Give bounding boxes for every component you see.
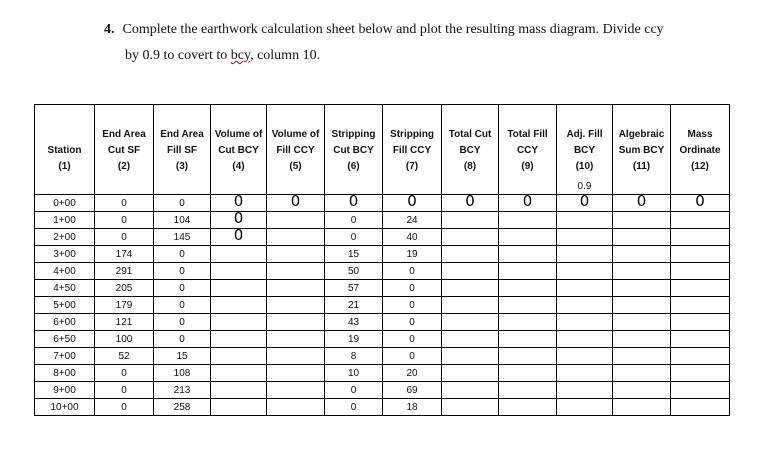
table-cell[interactable]	[499, 314, 557, 331]
earthwork-sheet	[34, 104, 730, 416]
table-cell[interactable]	[442, 280, 499, 297]
table-cell[interactable]: 1+00	[35, 212, 95, 229]
table-row	[35, 348, 730, 365]
table-cell[interactable]	[671, 365, 730, 382]
handwritten-zero: 0	[522, 192, 533, 210]
table-cell[interactable]	[267, 314, 325, 331]
table-cell[interactable]: 52	[95, 348, 154, 365]
table-cell[interactable]: 9+00	[35, 382, 95, 399]
table-cell[interactable]: 5+00	[35, 297, 95, 314]
table-cell[interactable]	[671, 382, 730, 399]
table-cell[interactable]: 0	[325, 212, 383, 229]
table-cell[interactable]	[267, 348, 325, 365]
column-header: End Area Cut SF (2)	[95, 105, 154, 180]
table-cell[interactable]	[267, 246, 325, 263]
table-cell[interactable]	[267, 382, 325, 399]
handwritten-zero: 0	[465, 192, 475, 210]
table-cell[interactable]: 6+00	[35, 314, 95, 331]
table-cell[interactable]	[613, 280, 671, 297]
handwritten-zero: 0	[233, 192, 244, 210]
column-header: Algebraic Sum BCY (11)	[613, 105, 671, 180]
table-cell[interactable]	[211, 382, 267, 399]
table-cell[interactable]: 24	[383, 212, 442, 229]
table-cell[interactable]: 213	[154, 382, 211, 399]
table-cell[interactable]: 15	[325, 246, 383, 263]
table-cell[interactable]: 174	[95, 246, 154, 263]
column-header: Mass Ordinate (12)	[671, 105, 730, 180]
conversion-factor: 0.9	[557, 179, 613, 195]
table-cell[interactable]	[442, 229, 499, 246]
table-cell[interactable]: 291	[95, 263, 154, 280]
table-row	[35, 331, 730, 348]
table-cell[interactable]	[442, 246, 499, 263]
table-cell[interactable]: 0	[95, 365, 154, 382]
table-cell[interactable]	[557, 314, 613, 331]
table-cell[interactable]	[671, 212, 730, 229]
table-cell[interactable]	[613, 399, 671, 416]
table-cell[interactable]: 258	[154, 399, 211, 416]
table-cell[interactable]: 179	[95, 297, 154, 314]
table-cell[interactable]	[499, 280, 557, 297]
table-cell[interactable]	[267, 399, 325, 416]
table-cell[interactable]: 0	[154, 246, 211, 263]
table-row	[35, 365, 730, 382]
table-cell[interactable]: 0	[95, 195, 154, 212]
table-cell[interactable]	[671, 314, 730, 331]
table-cell[interactable]	[442, 399, 499, 416]
table-cell[interactable]	[557, 192, 613, 212]
spellcheck-word: bcy	[230, 48, 251, 63]
table-cell[interactable]: 7+00	[35, 348, 95, 365]
handwritten-zero: 0	[407, 192, 417, 210]
table-cell[interactable]	[613, 365, 671, 382]
table-cell[interactable]	[557, 365, 613, 382]
table-cell[interactable]	[211, 263, 267, 280]
table-cell[interactable]	[557, 263, 613, 280]
table-cell[interactable]: 10	[325, 365, 383, 382]
table-cell[interactable]	[613, 348, 671, 365]
table-cell[interactable]: 0	[325, 382, 383, 399]
table-cell[interactable]	[671, 348, 730, 365]
table-cell[interactable]: 57	[325, 280, 383, 297]
table-row	[35, 297, 730, 314]
table-cell[interactable]: 8+00	[35, 365, 95, 382]
table-cell[interactable]: 0	[383, 331, 442, 348]
table-cell[interactable]: 19	[325, 331, 383, 348]
table-cell[interactable]	[557, 399, 613, 416]
table-cell[interactable]	[499, 212, 557, 229]
table-row	[35, 195, 730, 212]
table-cell[interactable]	[442, 365, 499, 382]
table-cell[interactable]: 15	[154, 348, 211, 365]
table-cell[interactable]	[499, 229, 557, 246]
table-row	[35, 246, 730, 263]
table-cell[interactable]	[613, 314, 671, 331]
table-cell[interactable]: 0	[95, 399, 154, 416]
table-cell[interactable]	[557, 212, 613, 229]
table-cell[interactable]	[671, 263, 730, 280]
column-header: Volume of Cut BCY (4)	[211, 105, 267, 180]
table-cell[interactable]: 0	[325, 399, 383, 416]
column-header: End Area Fill SF (3)	[154, 105, 211, 180]
table-cell[interactable]	[671, 280, 730, 297]
table-cell[interactable]	[671, 229, 730, 246]
table-cell[interactable]: 0	[154, 263, 211, 280]
handwritten-zero: 0	[579, 192, 590, 210]
table-cell[interactable]: 0	[383, 280, 442, 297]
table-cell[interactable]	[613, 297, 671, 314]
table-cell[interactable]	[499, 192, 557, 212]
handwritten-zero: 0	[695, 192, 705, 210]
table-cell[interactable]: 0	[383, 314, 442, 331]
handwritten-zero: 0	[290, 192, 301, 210]
table-cell[interactable]: 0+00	[35, 195, 95, 212]
question-number: 4.	[104, 22, 115, 37]
table-cell[interactable]	[442, 331, 499, 348]
table-cell[interactable]	[267, 229, 325, 246]
table-cell[interactable]	[557, 382, 613, 399]
column-header: Station (1)	[35, 105, 95, 180]
table-cell[interactable]	[211, 314, 267, 331]
column-header: Volume of Fill CCY (5)	[267, 105, 325, 180]
table-cell[interactable]	[442, 192, 499, 212]
table-cell[interactable]	[325, 192, 383, 212]
table-cell[interactable]: 18	[383, 399, 442, 416]
table-cell[interactable]: 6+50	[35, 331, 95, 348]
handwritten-zero: 0	[233, 226, 244, 244]
table-cell[interactable]: 50	[325, 263, 383, 280]
table-cell[interactable]	[442, 382, 499, 399]
table-cell[interactable]	[442, 263, 499, 280]
table-cell[interactable]	[671, 399, 730, 416]
table-cell[interactable]	[613, 382, 671, 399]
table-cell[interactable]	[267, 331, 325, 348]
table-row	[35, 280, 730, 297]
column-header: Total Cut BCY (8)	[442, 105, 499, 180]
table-cell[interactable]	[557, 280, 613, 297]
question-line-1: 4. Complete the earthwork calculation sheet below and plot the resulting mass diagram. Divide ccy	[104, 22, 664, 37]
table-cell[interactable]	[442, 314, 499, 331]
table-row	[35, 212, 730, 229]
table-cell[interactable]: 0	[95, 229, 154, 246]
table-cell[interactable]	[671, 331, 730, 348]
table-cell[interactable]: 4+50	[35, 280, 95, 297]
table-cell[interactable]	[499, 246, 557, 263]
table-cell[interactable]	[442, 348, 499, 365]
table-cell[interactable]: 20	[383, 365, 442, 382]
table-cell[interactable]: 10+00	[35, 399, 95, 416]
table-cell[interactable]: 108	[154, 365, 211, 382]
table-cell[interactable]	[499, 331, 557, 348]
column-header: Adj. Fill BCY (10)	[557, 105, 613, 180]
table-cell[interactable]	[557, 297, 613, 314]
table-cell[interactable]	[557, 229, 613, 246]
table-cell[interactable]: 0	[154, 314, 211, 331]
table-cell[interactable]	[557, 348, 613, 365]
table-cell[interactable]	[442, 297, 499, 314]
table-cell[interactable]	[613, 246, 671, 263]
handwritten-zero: 0	[233, 209, 244, 227]
table-cell[interactable]: 0	[325, 229, 383, 246]
column-header: Total Fill CCY (9)	[499, 105, 557, 180]
table-cell[interactable]	[499, 382, 557, 399]
question-text	[104, 22, 664, 63]
table-cell[interactable]	[211, 331, 267, 348]
table-cell[interactable]	[267, 263, 325, 280]
table-cell[interactable]: 8	[325, 348, 383, 365]
table-cell[interactable]	[499, 348, 557, 365]
handwritten-zero: 0	[636, 192, 647, 210]
table-cell[interactable]	[613, 212, 671, 229]
table-cell[interactable]	[211, 280, 267, 297]
table-cell[interactable]	[442, 212, 499, 229]
table-cell[interactable]	[557, 331, 613, 348]
table-cell[interactable]: 0	[95, 212, 154, 229]
table-row	[35, 382, 730, 399]
table-cell[interactable]: 2+00	[35, 229, 95, 246]
table-cell[interactable]: 0	[154, 280, 211, 297]
column-header: Stripping Fill CCY (7)	[383, 105, 442, 180]
table-cell[interactable]	[211, 297, 267, 314]
table-cell[interactable]	[211, 365, 267, 382]
table-cell[interactable]	[267, 192, 325, 212]
table-cell[interactable]: 0	[154, 331, 211, 348]
table-cell[interactable]	[211, 348, 267, 365]
header-spacer	[35, 179, 95, 195]
table-row	[35, 314, 730, 331]
column-header: Stripping Cut BCY (6)	[325, 105, 383, 180]
table-row	[35, 263, 730, 280]
table-cell[interactable]: 0	[154, 195, 211, 212]
table-cell[interactable]: 0	[383, 297, 442, 314]
table-cell[interactable]	[211, 246, 267, 263]
table-cell[interactable]: 121	[95, 314, 154, 331]
question-line-2: by 0.9 to covert to bcy, column 10.	[125, 48, 321, 63]
table-cell[interactable]: 100	[95, 331, 154, 348]
table-cell[interactable]	[613, 331, 671, 348]
table-cell[interactable]	[671, 246, 730, 263]
table-row	[35, 399, 730, 416]
table-cell[interactable]	[671, 297, 730, 314]
table-cell[interactable]: 0	[95, 382, 154, 399]
table-cell[interactable]	[613, 229, 671, 246]
table-cell[interactable]: 0	[383, 263, 442, 280]
table-cell[interactable]: 104	[154, 212, 211, 229]
header-spacer	[95, 179, 154, 195]
table-cell[interactable]	[383, 192, 442, 212]
table-cell[interactable]	[267, 212, 325, 229]
table-cell[interactable]: 40	[383, 229, 442, 246]
table-cell[interactable]: 0	[154, 297, 211, 314]
table-cell[interactable]	[499, 297, 557, 314]
table-cell[interactable]: 205	[95, 280, 154, 297]
table-cell[interactable]	[499, 263, 557, 280]
table-cell[interactable]	[557, 246, 613, 263]
table-cell[interactable]	[613, 263, 671, 280]
handwritten-zero: 0	[348, 192, 359, 210]
table-cell[interactable]: 21	[325, 297, 383, 314]
table-cell[interactable]: 3+00	[35, 246, 95, 263]
table-cell[interactable]	[267, 297, 325, 314]
table-cell[interactable]: 0	[383, 348, 442, 365]
table-cell[interactable]	[267, 280, 325, 297]
table-cell[interactable]: 43	[325, 314, 383, 331]
table-row	[35, 229, 730, 246]
header-spacer	[154, 179, 211, 195]
table-cell[interactable]: 4+00	[35, 263, 95, 280]
table-cell[interactable]	[211, 226, 267, 246]
table-cell[interactable]	[613, 192, 671, 212]
table-cell[interactable]: 19	[383, 246, 442, 263]
table-cell[interactable]	[671, 192, 730, 212]
table-cell[interactable]: 69	[383, 382, 442, 399]
table-cell[interactable]	[499, 365, 557, 382]
table-cell[interactable]	[499, 399, 557, 416]
table-cell[interactable]	[211, 399, 267, 416]
table-cell[interactable]	[267, 365, 325, 382]
table-cell[interactable]: 145	[154, 229, 211, 246]
